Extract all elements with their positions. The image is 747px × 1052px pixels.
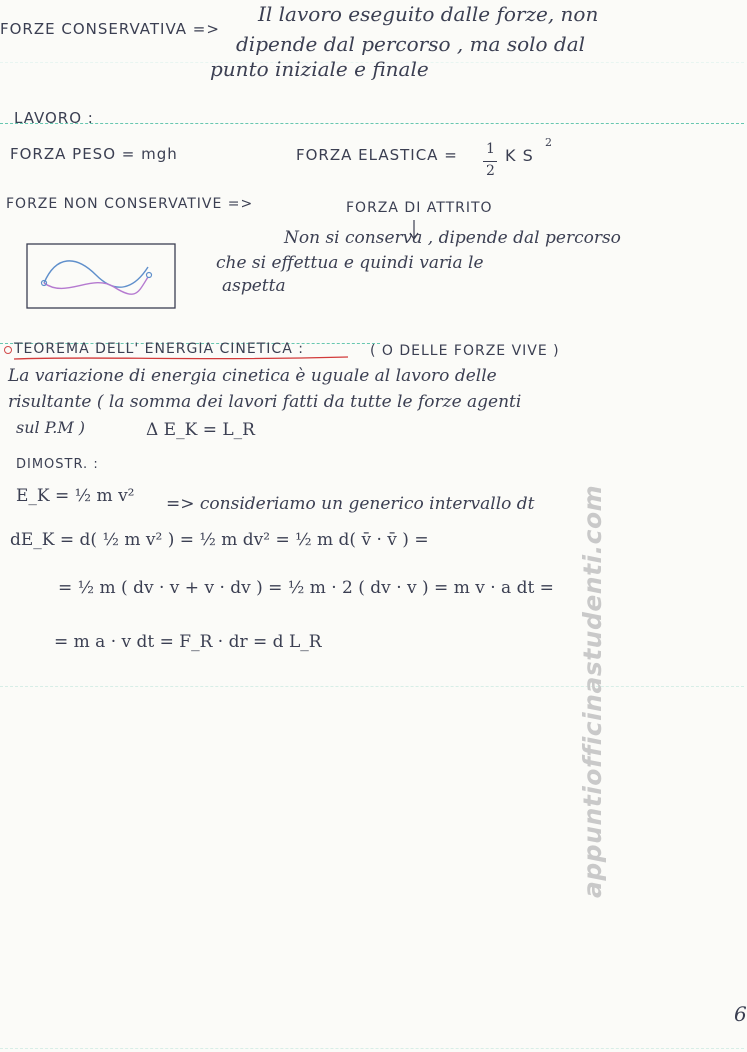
ruled-line (0, 686, 744, 687)
teorema-line-3: sul P.M ) (16, 418, 86, 437)
teorema-line-2: risultante ( la somma dei lavori fatti da tutte le forze agenti (8, 392, 522, 412)
elastica-ks: K S (505, 146, 534, 165)
watermark: appuntiofficinastudenti.com (578, 484, 607, 898)
forze-non-conservative-heading: FORZE NON CONSERVATIVE => (6, 196, 254, 212)
dimostr-heading: DIMOSTR. : (16, 457, 99, 472)
attrito-line-2: che si effettua e quindi varia le (216, 253, 484, 273)
attrito-line-3: aspetta (222, 276, 286, 296)
attrito-line-1: Non si conserva , dipende dal percorso (284, 228, 621, 248)
equation-line-3: = m a · v dt = F_R · dr = d L_R (54, 632, 322, 652)
equation-line-1: dE_K = d( ½ m v² ) = ½ m dv² = ½ m d( v̄ · v̄ ) = (10, 530, 429, 550)
lavoro-heading: LAVORO : (14, 109, 94, 127)
ruled-line (0, 123, 744, 124)
ek-definition-note: => consideriamo un generico intervallo dt (166, 494, 535, 514)
section-bullet-icon (4, 346, 12, 354)
teorema-formula: Δ E_K = L_R (146, 420, 255, 440)
path-sketch (26, 243, 178, 311)
elastica-fraction-num: 1 (486, 141, 495, 157)
page-number: 6 (734, 1002, 747, 1026)
elastica-exponent: 2 (545, 136, 552, 149)
forza-attrito-label: FORZA DI ATTRITO (346, 200, 493, 216)
definition-line-3: punto iniziale e finale (210, 57, 429, 81)
elastica-fraction-den: 2 (486, 163, 495, 179)
ek-definition: E_K = ½ m v² (16, 486, 135, 506)
ruled-line (0, 1048, 744, 1049)
forze-conservativa-heading: FORZE CONSERVATIVA => (0, 20, 220, 38)
forza-elastica-label: FORZA ELASTICA = (296, 146, 458, 164)
elastica-fraction-bar (483, 161, 497, 162)
equation-line-2: = ½ m ( dv · v + v · dv ) = ½ m · 2 ( dv · v ) = m v · a dt = (58, 578, 554, 598)
definition-line-1: Il lavoro eseguito dalle forze, non (258, 2, 599, 26)
teorema-heading: TEOREMA DELL' ENERGIA CINETICA : (14, 341, 304, 357)
heading-underline (14, 354, 350, 362)
teorema-line-1: La variazione di energia cinetica è uguale al lavoro delle (8, 366, 497, 386)
definition-line-2: dipende dal percorso , ma solo dal (236, 32, 586, 56)
teorema-subheading: ( O DELLE FORZE VIVE ) (370, 343, 560, 359)
forza-peso-formula: FORZA PESO = mgh (10, 145, 178, 163)
